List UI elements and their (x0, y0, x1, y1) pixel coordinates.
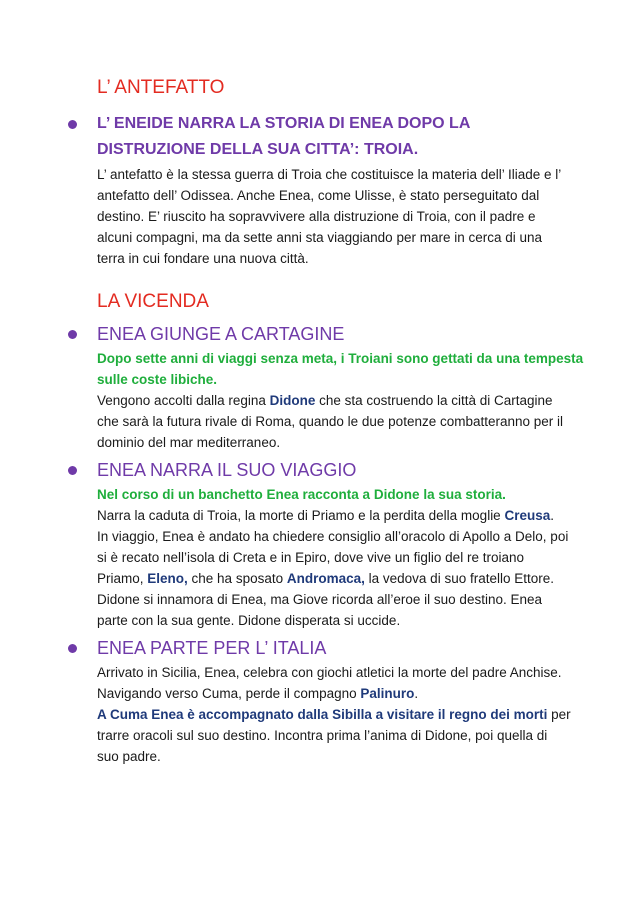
highlight-line: Nel corso di un banchetto Enea racconta a Didone la sua storia. (97, 487, 506, 502)
text-line: Vengono accolti dalla regina Didone che sta costruendo la città di Cartagine (97, 393, 553, 408)
text-line: che sarà la futura rivale di Roma, quando le due potenze combatteranno per il (97, 414, 564, 429)
section-title-vicenda: LA VICENDA (97, 291, 209, 312)
name-andromaca: Andromaca, (286, 571, 365, 586)
cartagine-heading: ENEA GIUNGE A CARTAGINE (97, 324, 345, 344)
text-line: terra in cui fondare una nuova città. (97, 251, 309, 266)
text-line: parte con la sua gente. Didone disperata si uccide. (97, 613, 401, 628)
text-line: suo padre. (97, 749, 161, 764)
antefatto-paragraph (97, 164, 597, 269)
bullet-icon (68, 466, 77, 475)
text-line: Priamo, Eleno, che ha sposato Andromaca, la vedova di suo fratello Ettore. (97, 571, 554, 586)
highlight-line: sulle coste libiche. (97, 372, 218, 387)
text-line: Arrivato in Sicilia, Enea, celebra con giochi atletici la morte del padre Anchise. (97, 665, 562, 680)
heading-line: L’ ENEIDE NARRA LA STORIA DI ENEA DOPO LA (97, 115, 471, 132)
sibilla-highlight: A Cuma Enea è accompagnato dalla Sibilla a visitare il regno dei morti (97, 707, 548, 722)
name-eleno: Eleno, (147, 571, 188, 586)
text-line: si è recato nell’isola di Creta e in Epiro, dove vive un figlio del re troiano (97, 550, 524, 565)
bullet-icon (68, 120, 77, 129)
antefatto-heading (97, 111, 470, 163)
text-line: Narra la caduta di Troia, la morte di Priamo e la perdita della moglie Creusa. (97, 508, 554, 523)
text-line: alcuni compagni, ma da sette anni sta viaggiando per mare in cerca di una (97, 230, 543, 245)
text-line: trarre oracoli sul suo destino. Incontra prima l’anima di Didone, poi quella di (97, 728, 548, 743)
name-palinuro: Palinuro (360, 686, 415, 701)
italia-heading: ENEA PARTE PER L’ ITALIA (97, 638, 327, 658)
name-creusa: Creusa (504, 508, 551, 523)
bullet-icon (68, 644, 77, 653)
italia-paragraph (97, 662, 597, 767)
text-line: Didone si innamora di Enea, ma Giove ricorda all’eroe il suo destino. Enea (97, 592, 542, 607)
highlight-line: Dopo sette anni di viaggi senza meta, i Troiani sono gettati da una tempesta (97, 351, 584, 366)
text-line: dominio del mar mediterraneo. (97, 435, 281, 450)
section-title-antefatto: L’ ANTEFATTO (97, 77, 225, 98)
viaggio-paragraph (97, 484, 597, 631)
text-line: In viaggio, Enea è andato ha chiedere consiglio all’oracolo di Apollo a Delo, poi (97, 529, 569, 544)
text-line: destino. E’ riuscito ha sopravvivere alla distruzione di Troia, con il padre e (97, 209, 536, 224)
bullet-icon (68, 330, 77, 339)
cartagine-paragraph (97, 348, 597, 453)
text-line: Navigando verso Cuma, perde il compagno Palinuro. (97, 686, 419, 701)
text-line: A Cuma Enea è accompagnato dalla Sibilla a visitare il regno dei morti per (97, 707, 571, 722)
name-didone: Didone (269, 393, 316, 408)
text-line: antefatto dell’ Odissea. Anche Enea, come Ulisse, è stato perseguitato dal (97, 188, 540, 203)
text-line: L’ antefatto è la stessa guerra di Troia che costituisce la materia dell’ Iliade e l’ (97, 167, 562, 182)
heading-line: DISTRUZIONE DELLA SUA CITTA’: TROIA. (97, 141, 419, 158)
viaggio-heading: ENEA NARRA IL SUO VIAGGIO (97, 460, 357, 480)
